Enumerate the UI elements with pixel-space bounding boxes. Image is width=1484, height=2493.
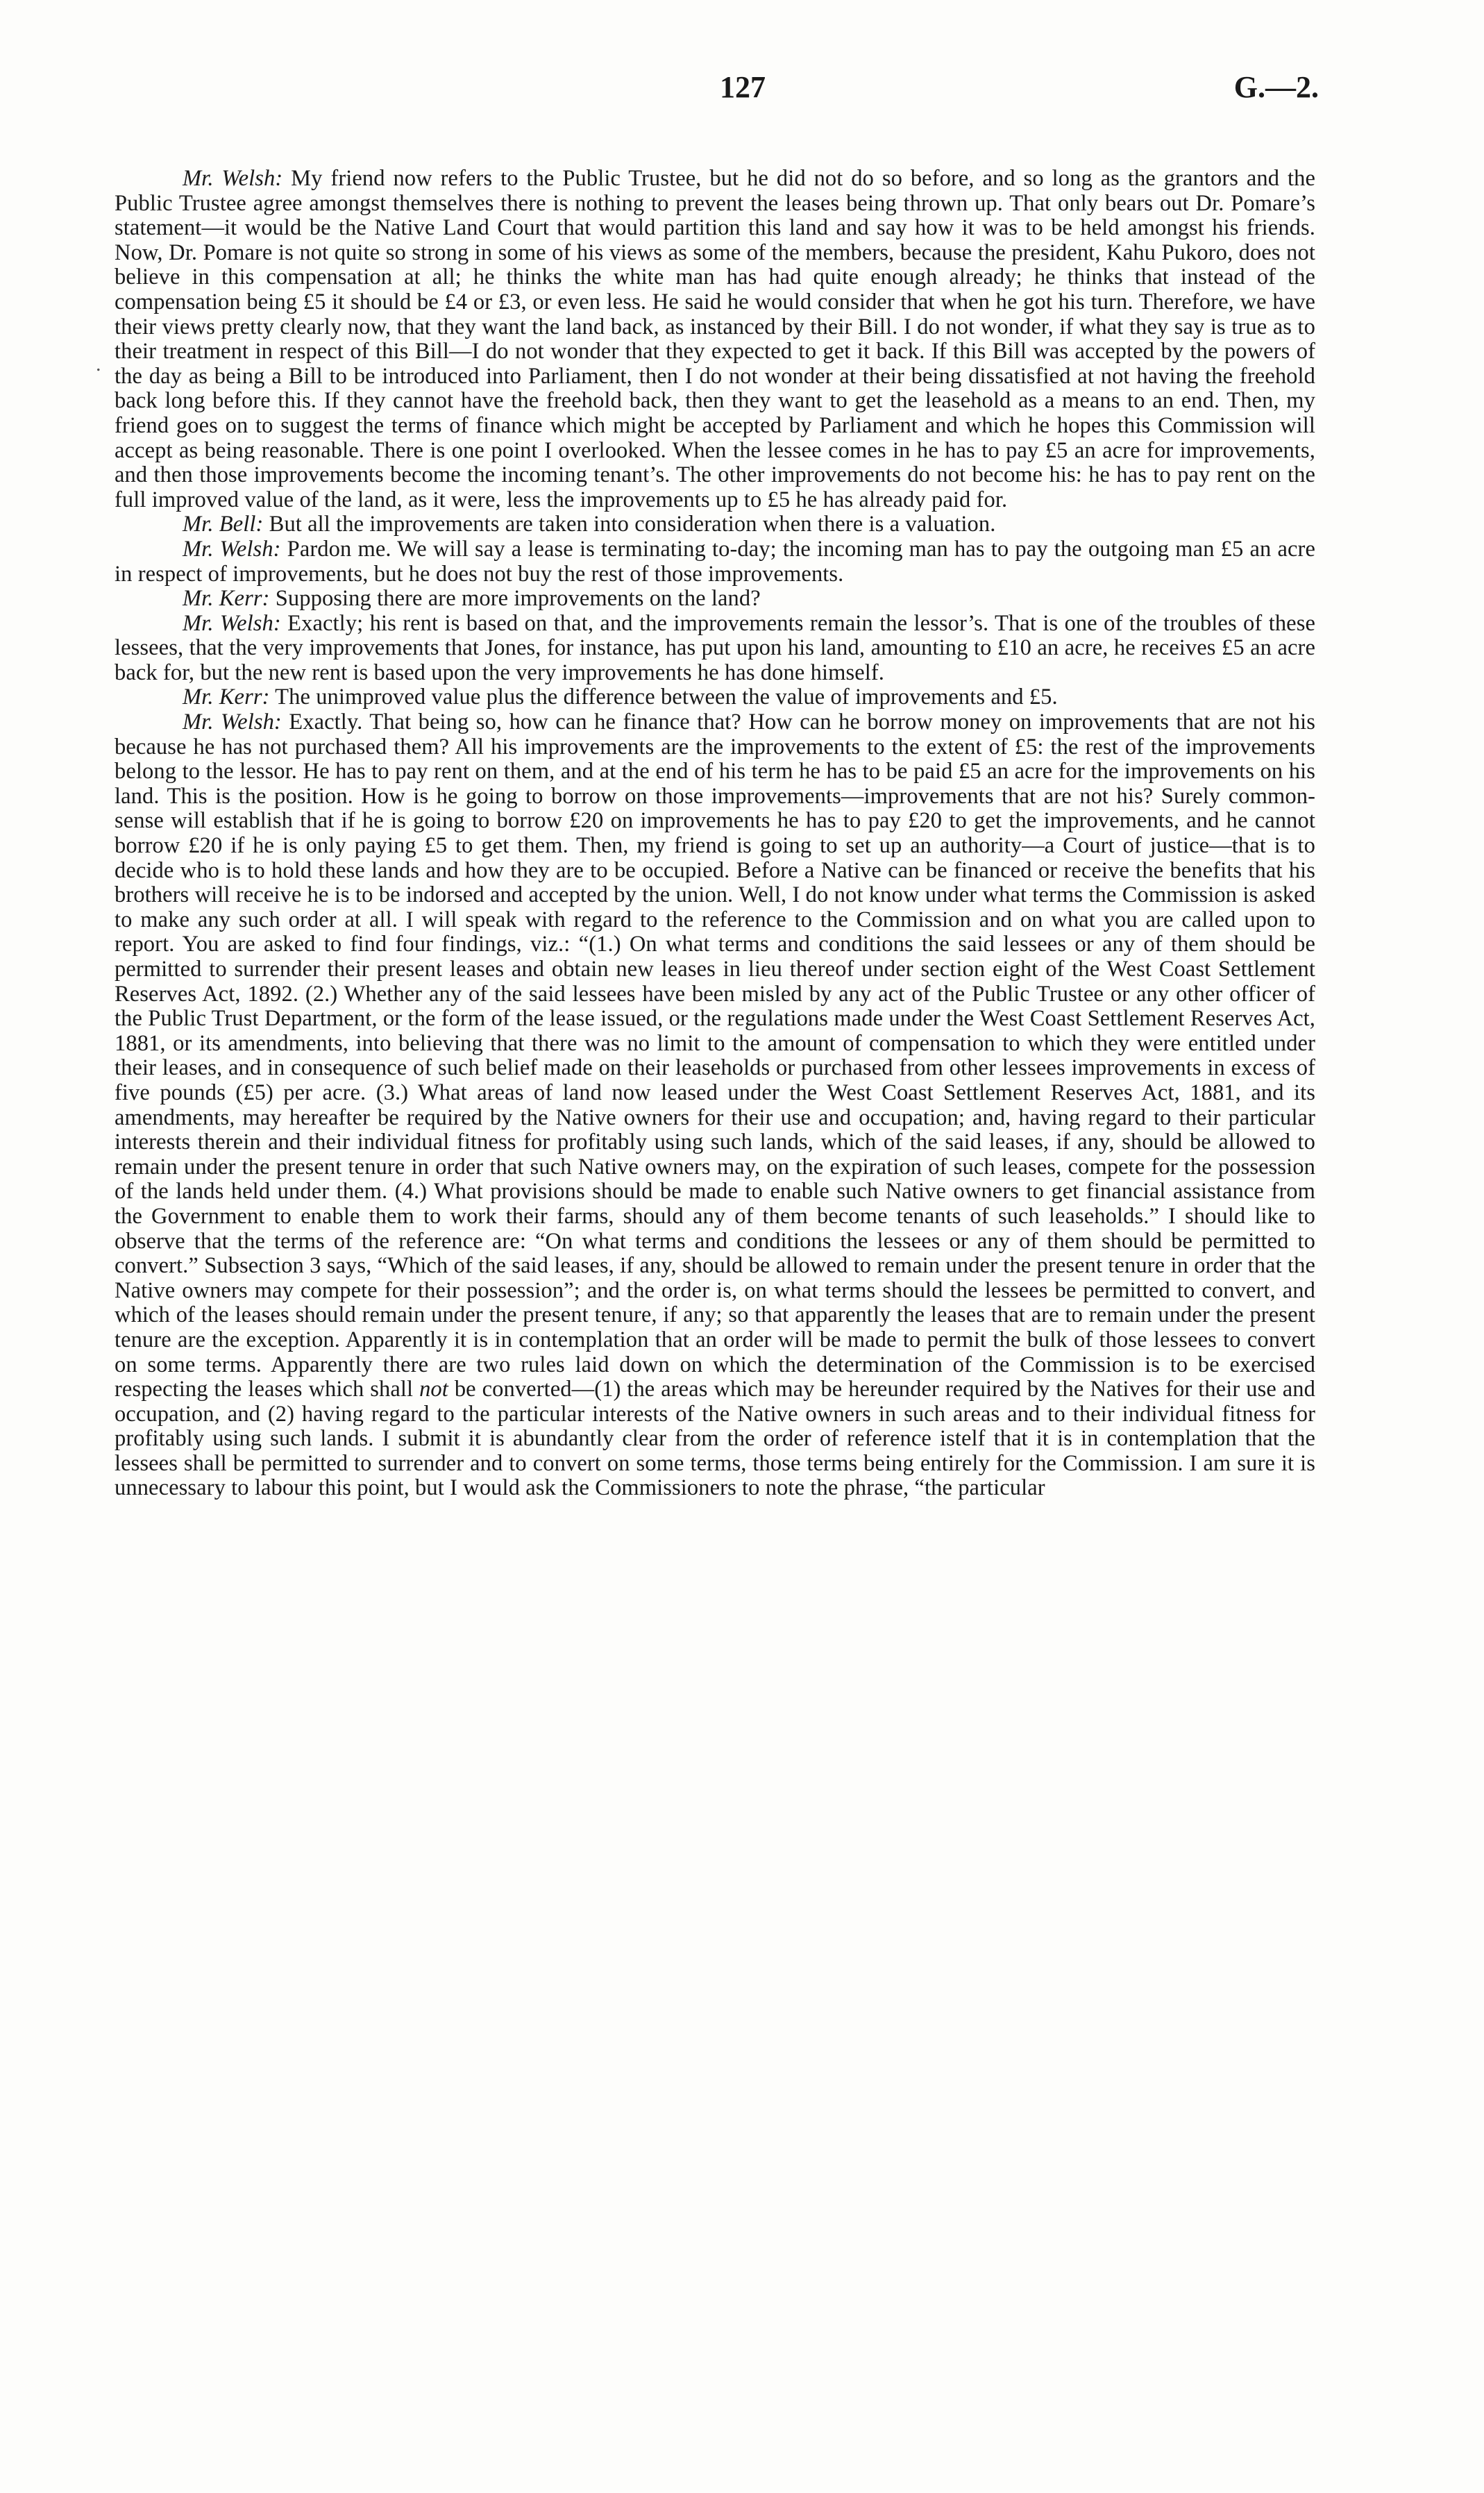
body-text	[115, 167, 1315, 1501]
speaker-name: Mr. Welsh:	[183, 710, 282, 735]
page-header	[167, 69, 1319, 118]
speaker-name: Mr. Kerr:	[183, 685, 270, 710]
document-reference: G.—2.	[1233, 70, 1319, 104]
margin-dot: .	[96, 353, 101, 376]
paragraph-welsh-4	[115, 710, 1315, 1501]
speaker-name: Mr. Welsh:	[183, 166, 283, 191]
page-number: 127	[720, 70, 766, 104]
speaker-name: Mr. Bell:	[183, 512, 264, 537]
paragraph-text: Supposing there are more improvements on the land?	[269, 586, 761, 612]
paragraph-text: But all the improvements are taken into consideration when there is a valuation.	[263, 512, 996, 537]
paragraph-kerr-1	[115, 587, 1315, 612]
paragraph-bell-1	[115, 512, 1315, 537]
paragraph-text: Exactly. That being so, how can he finance that? How can he borrow money on improvements that are not his because he has not purchased them? All his improvements are the improvements to the extent of £5: the rest of the improvements belong to the lessor. He has to pay rent on them, and at the end of his term he has to be paid £5 an acre for the improvements on his land. This is the position. How is he going to borrow on those improvements—improvements that are not his? Surely common-sense will establish that if he is going to borrow £20 on improvements he has to pay £20 to get the improvements, and he cannot borrow £20 if he is only paying £5 to get them. Then, my friend is going to set up an authority—a Court of justice—that is to decide who is to hold these lands and how they are to be occupied. Before a Native can be financed or receive the benefits that his brothers will receive he is to be indorsed and accepted by the union. Well, I do not know under what terms the Commission is asked to make any such order at all. I will speak with regard to the reference to the Commission and on what you are called upon to report. You are asked to find four findings, viz.: “(1.) On what terms and conditions the said lessees or any of them should be permitted to surrender their present leases and obtain new leases in lieu thereof under section eight of the West Coast Settlement Reserves Act, 1892. (2.) Whether any of the said lessees have been misled by any act of the Public Trustee or any other officer of the Public Trust Department, or the form of the lease issued, or the regulations made under the West Coast Settlement Reserves Act, 1881, or its amendments, into believing that there was no limit to the amount of compensation to which they were entitled under their leases, and in consequence of such belief made on their leaseholds or purchased from other lessees improvements in excess of five pounds (£5) per acre. (3.) What areas of land now leased under the West Coast Settlement Reserves Act, 1881, and its amendments, may hereafter be required by the Native owners for their use and occupation; and, having regard to their particular interests therein and their individual fitness for profitably using such lands, which of the said leases, if any, should be allowed to remain under the present tenure in order that such Native owners may, on the expiration of such leases, compete for the possession of the lands held under them. (4.) What provisions should be made to enable such Native owners to get financial assistance from the Government to enable them to work their farms, should any of them become tenants of such leaseholds.” I should like to observe that the terms of the reference are: “On what terms and conditions the lessees or any of them should be permitted to convert.” Subsection 3 says, “Which of the said leases, if any, should be allowed to remain under the present tenure in order that the Native owners may compete for their possession”; and the order is, on what terms should the lessees be permitted to convert, and which of the leases should remain under the present tenure, if any; so that apparently the leases that are to remain under the present tenure are the exception. Apparently it is in contemplation that an order will be made to permit the bulk of those lessees to convert on some terms. Apparently there are two rules laid down on which the determination of the Commission is to be exercised respecting the leases which shall	[115, 710, 1315, 1402]
speaker-name: Mr. Welsh:	[183, 610, 281, 636]
emphasis-text: not	[419, 1377, 448, 1402]
speaker-name: Mr. Welsh:	[183, 536, 281, 562]
paragraph-text: My friend now refers to the Public Trustee, but he did not do so before, and so long as the grantors and the Public Trustee agree amongst themselves there is nothing to prevent the leases being thrown up. That only bears out Dr. Pomare’s statement—it would be the Native Land Court that would partition this land and say how it was to be held amongst his friends. Now, Dr. Pomare is not quite so strong in some of his views as some of the members, because the president, Kahu Pukoro, does not believe in this compensation at all; he thinks the white man has had quite enough already; he thinks that instead of the compensation being £5 it should be £4 or £3, or even less. He said he would consider that when he got his turn. Therefore, we have their views pretty clearly now, that they want the land back, as instanced by their Bill. I do not wonder, if what they say is true as to their treatment in respect of this Bill—I do not wonder that they expected to get it back. If this Bill was accepted by the powers of the day as being a Bill to be introduced into Parliament, then I do not wonder at their being dissatisfied at not having the freehold back long before this. If they cannot have the freehold back, then they want to get the leasehold as a means to an end. Then, my friend goes on to suggest the terms of finance which might be accepted by Parliament and which he hopes this Commission will accept as being reasonable. There is one point I overlooked. When the lessee comes in he has to pay £5 an acre for improvements, and then those improvements become the incoming tenant’s. The other improvements do not become his: he has to pay rent on the full improved value of the land, as it were, less the improvements up to £5 he has already paid for.	[115, 166, 1315, 512]
paragraph-text-continued: be converted—(1) the areas which may be hereunder required by the Natives for their use and occupation, and (2) having regard to the particular interests of the Native owners in such areas and to their individual fitness for profitably using such lands. I submit it is abundantly clear from the order of reference istelf that it is in contemplation that the lessees shall be permitted to surrender and to convert on some terms, those terms being entirely for the Commission. I am sure it is unnecessary to labour this point, but I would ask the Commissioners to note the phrase, “the particular	[115, 1377, 1315, 1501]
paragraph-welsh-3	[115, 612, 1315, 686]
speaker-name: Mr. Kerr:	[183, 586, 270, 612]
paragraph-text: The unimproved value plus the difference between the value of improvements and £5.	[269, 685, 1058, 710]
paragraph-text: Pardon me. We will say a lease is terminating to-day; the incoming man has to pay the outgoing man £5 an acre in respect of improvements, but he does not buy the rest of those improvements.	[115, 536, 1315, 587]
paragraph-text: Exactly; his rent is based on that, and the improvements remain the lessor’s. That is one of the troubles of these lessees, that the very improvements that Jones, for instance, has put upon his land, amounting to £10 an acre, he receives £5 an acre back for, but the new rent is based upon the very improvements he has done himself.	[115, 610, 1315, 685]
paragraph-welsh-1	[115, 167, 1315, 512]
paragraph-kerr-2	[115, 685, 1315, 710]
paragraph-welsh-2	[115, 537, 1315, 587]
